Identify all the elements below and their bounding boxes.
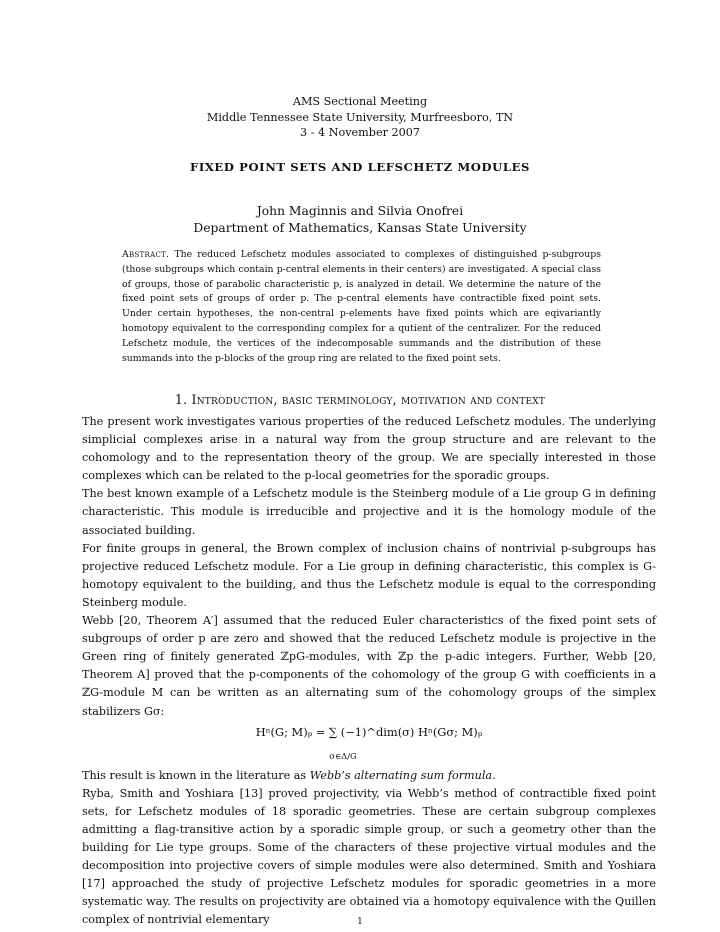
meeting-date: 3 - 4 November 2007 [300,126,420,139]
meeting-header [0,94,720,141]
paper-title: FIXED POINT SETS AND LEFSCHETZ MODULES [189,160,530,174]
paragraph-5: This result is known in the literature as Webb’s alternating sum formula. [82,768,496,782]
meeting-venue: Middle Tennessee State University, Murfreesboro, TN [206,110,514,124]
formula-subscript: σ∈Δ/G [329,750,357,761]
author-block [0,203,720,237]
section-heading [0,392,720,407]
formula-main: Hⁿ(G; M)ₚ = ∑ (−1)^dim(σ) Hⁿ(Gσ; M)ₚ [255,724,483,739]
abstract-text: The reduced Lefschetz modules associated to complexes of distinguished p-subgroups (those subgroups which contain p-central elements in their centers) are investigated. A special class of groups, those of parabolic characteristic p, is analyzed in detail. We determine the nature of the fixed point sets of groups of order p. The p-central elements have contractible fixed point sets. Under certain hypotheses, the non-central p-elements have fixed points which are eqivariantly homotopy equivalent to the corresponding complex for a qutient of the centralizer. For the reduced Lefschetz module, the vertices of the indecomposable summands and the distribution of these summands into the p-blocks of the group ring are related to the fixed point sets. [122,249,601,364]
page-number: 1 [357,917,363,927]
alternating-sum-formula [82,721,656,767]
author-names: John Maginnis and Silvia Onofrei [256,204,464,218]
paragraph-3: For finite groups in general, the Brown complex of inclusion chains of nontrivial p-subgroups has projective reduced Lefschetz module. For a Lie group in defining characteristic, this complex is G-homotopy equivalent to the building, and thus the Lefschetz module is equal to the corresponding Steinberg module. [82,541,656,609]
meeting-name: AMS Sectional Meeting [292,95,428,108]
body-text [82,413,656,929]
paragraph-2: The best known example of a Lefschetz module is the Steinberg module of a Lie group G in defining characteristic. This module is irreducible and projective and it is the homology module of the associated building. [82,487,656,537]
author-affiliation: Department of Mathematics, Kansas State University [193,221,527,235]
section-title: Introduction, basic terminology, motivation and context [191,392,546,407]
paragraph-5-prefix: This result is known in the literature as [82,768,307,782]
abstract [122,248,601,366]
paragraph-6: Ryba, Smith and Yoshiara [13] proved projectivity, via Webb’s method of contractible fixed point sets, for Lefschetz modules of 18 sporadic geometries. These are certain subgroup complexes admitting a flag-transitive action by a sporadic simple group, or such a geometry other than the building for Lie type groups. Some of the characters of these projective virtual modules and the decomposition into projective covers of simple modules were also determined. Smith and Yoshiara [17] approached the study of projective Lefschetz modules for sporadic geometries in a more systematic way. The results on projectivity are obtained via a homotopy equivalence with the Quillen complex of nontrivial elementary [82,786,656,927]
paragraph-4: Webb [20, Theorem A′] assumed that the reduced Euler characteristics of the fixed point sets of subgroups of order p are zero and showed that the reduced Lefschetz module is projective in the Green ring of finitely generated ℤpG-modules, with ℤp the p-adic integers. Further, Webb [20, Theorem A] proved that the p-components of the cohomology of the group G with coefficients in a ℤG-module M can be written as an alternating sum of the cohomology groups of the simplex stabilizers Gσ: [82,614,656,718]
section-number: 1. [174,392,188,407]
abstract-label: Abstract. [122,249,170,260]
paragraph-5-emphasis: Webb’s alternating sum formula [309,768,493,782]
paragraph-1: The present work investigates various properties of the reduced Lefschetz modules. The underlying simplicial complexes arise in a natural way from the group structure and are relevant to the cohomology and to the representation theory of the group. We are specially interested in those complexes which can be related to the p-local geometries for the sporadic groups. [82,415,656,483]
